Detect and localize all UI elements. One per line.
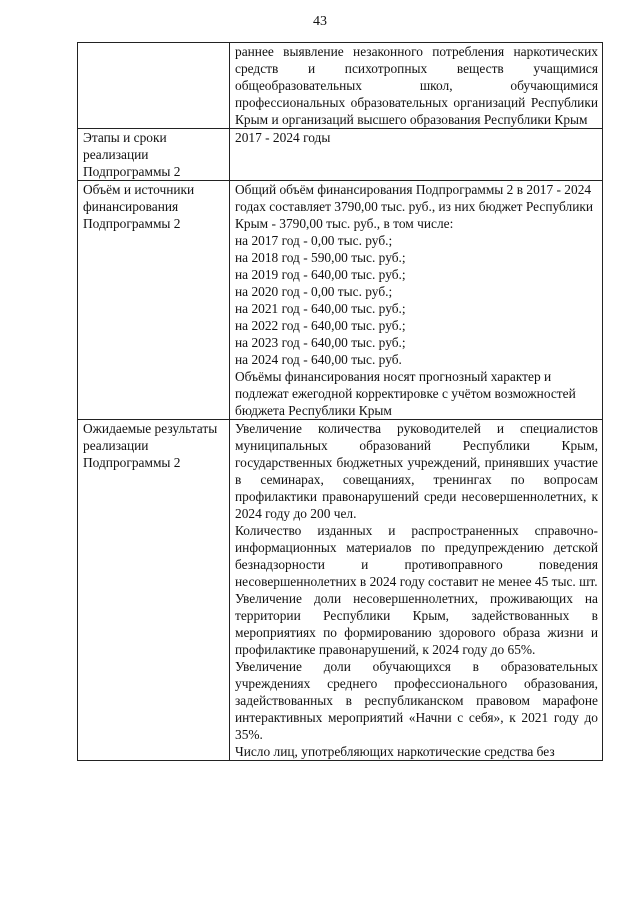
row-content <box>230 420 603 761</box>
row-content <box>230 43 603 129</box>
financing-year: на 2019 год - 640,00 тыс. руб.; <box>235 267 406 282</box>
row-label <box>78 43 230 129</box>
result-paragraph: Увеличение доли несовершеннолетних, проживающих на территории Республики Крым, задействованных в мероприятиях по формированию здорового образа жизни и профилактике правонарушений, к 2024 году до 65%. <box>235 591 598 657</box>
row-content <box>230 181 603 420</box>
row-label: Ожидаемые результаты реализации Подпрограммы 2 <box>78 420 230 761</box>
table-row <box>78 129 603 181</box>
page-number: 43 <box>313 14 327 29</box>
result-paragraph: Число лиц, употребляющих наркотические средства без <box>235 744 555 759</box>
content-paragraph: раннее выявление незаконного потребления наркотических средств и психотропных веществ учащимися общеобразовательных школ, обучающимися профессиональных образовательных организаций Республики Крым и организаций высшего образования Республики Крым <box>235 44 598 127</box>
financing-year: на 2021 год - 640,00 тыс. руб.; <box>235 301 406 316</box>
financing-intro: Общий объём финансирования Подпрограммы 2 в 2017 - 2024 годах составляет 3790,00 тыс. руб., из них бюджет Республики Крым - 3790,00 тыс. руб., в том числе: <box>235 182 594 231</box>
financing-year: на 2018 год - 590,00 тыс. руб.; <box>235 250 406 265</box>
result-paragraph: Количество изданных и распространенных справочно-информационных материалов по предупреждению детской безнадзорности и противоправного поведения несовершеннолетних в 2024 году составит не менее 45 тыс. шт. <box>235 523 598 589</box>
financing-note: Объёмы финансирования носят прогнозный характер и подлежат ежегодной корректировке с учётом возможностей бюджета Республики Крым <box>235 369 576 418</box>
financing-year: на 2017 год - 0,00 тыс. руб.; <box>235 233 393 248</box>
financing-year: на 2023 год - 640,00 тыс. руб.; <box>235 335 406 350</box>
content-paragraph: 2017 - 2024 годы <box>235 130 331 145</box>
result-paragraph: Увеличение доли обучающихся в образовательных учреждениях среднего профессионального образования, задействованных в республиканском правовом марафоне интерактивных мероприятий «Начни с себя», к 2021 году до 35%. <box>235 659 598 742</box>
row-content <box>230 129 603 181</box>
result-paragraph: Увеличение количества руководителей и специалистов муниципальных образований Республики Крым, государственных бюджетных учреждений, принявших участие в семинарах, совещаниях, тренингах по вопросам профилактики правонарушений среди несовершеннолетних, к 2024 году до 200 чел. <box>235 421 598 521</box>
row-label: Объём и источники финансирования Подпрограммы 2 <box>78 181 230 420</box>
financing-year: на 2024 год - 640,00 тыс. руб. <box>235 352 402 367</box>
table-row <box>78 181 603 420</box>
financing-year: на 2022 год - 640,00 тыс. руб.; <box>235 318 406 333</box>
table-row <box>78 420 603 761</box>
financing-year: на 2020 год - 0,00 тыс. руб.; <box>235 284 393 299</box>
table-row <box>78 43 603 129</box>
row-label: Этапы и сроки реализации Подпрограммы 2 <box>78 129 230 181</box>
passport-table <box>77 42 603 761</box>
